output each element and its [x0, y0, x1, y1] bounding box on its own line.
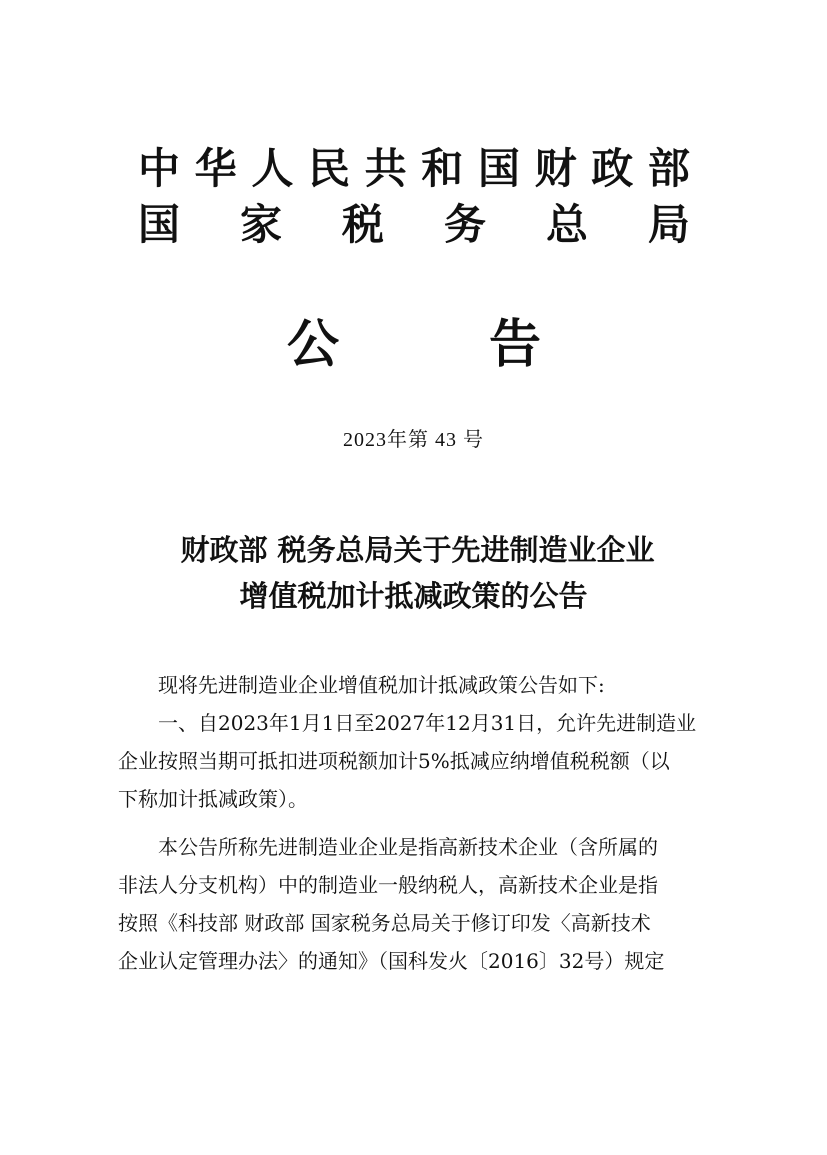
issuer-char: 共	[364, 144, 407, 193]
issuer-char: 华	[194, 144, 237, 193]
document-number: 2023年第 43 号	[343, 429, 484, 451]
issuer-char: 和	[421, 144, 464, 193]
issuer-char: 政	[591, 144, 634, 193]
subject-line: 财政部 税务总局关于先进制造业企业	[180, 533, 655, 567]
body-text	[118, 666, 738, 1006]
issuer-char: 民	[307, 144, 350, 193]
issuer-char: 财	[534, 144, 577, 193]
notice-title-char: 公	[287, 314, 340, 375]
body-line: 企业按照当期可抵扣进项税额加计5%抵减应纳增值税税额（以	[118, 749, 670, 773]
issuer-char: 部	[647, 144, 690, 193]
notice-title	[287, 312, 541, 378]
body-line: 现将先进制造业企业增值税加计抵减政策公告如下:	[158, 673, 605, 697]
issuer-line-finance-ministry	[138, 141, 690, 197]
issuer-char: 国	[477, 144, 520, 193]
body-line: 一、自2023年1月1日至2027年12月31日，允许先进制造业	[158, 711, 697, 735]
body-line: 非法人分支机构）中的制造业一般纳税人，高新技术企业是指	[118, 873, 658, 897]
issuer-char: 中	[138, 144, 181, 193]
body-line: 本公告所称先进制造业企业是指高新技术企业（含所属的	[158, 835, 658, 859]
issuer-char: 家	[239, 200, 282, 249]
subject-heading	[0, 527, 827, 619]
issuer-char: 国	[138, 200, 181, 249]
issuer-line-tax-administration	[138, 197, 690, 253]
issuer-char: 局	[647, 200, 690, 249]
notice-title-char: 告	[488, 314, 541, 375]
issuer-char: 务	[443, 200, 486, 249]
subject-line: 增值税加计抵减政策的公告	[239, 579, 588, 613]
body-line: 下称加计抵减政策）。	[118, 787, 308, 811]
body-line: 按照《科技部 财政部 国家税务总局关于修订印发〈高新技术	[118, 911, 651, 935]
issuer-char: 税	[341, 200, 384, 249]
issuer-char: 总	[545, 200, 588, 249]
body-line: 企业认定管理办法〉的通知》（国科发火〔2016〕32号）规定	[118, 949, 665, 973]
issuer-char: 人	[251, 144, 294, 193]
